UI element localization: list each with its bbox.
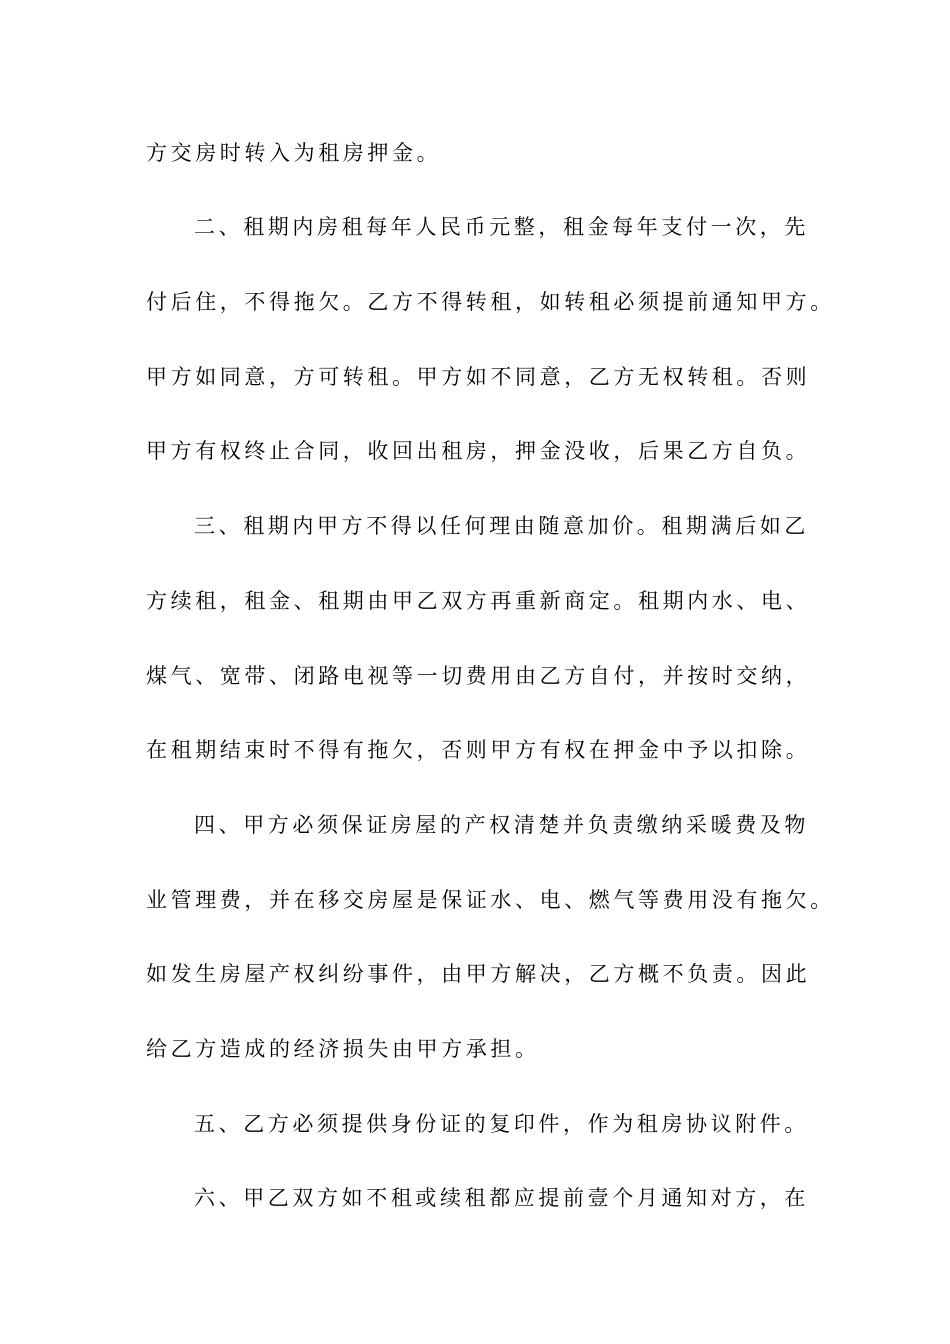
text-line: 方续租，租金、租期由甲乙双方再重新商定。租期内水、电、 [146,589,811,613]
text-line: 煤气、宽带、闭路电视等一切费用由乙方自付，并按时交纳， [146,664,811,688]
text-line: 甲方有权终止合同，收回出租房，押金没收，后果乙方自负。 [146,439,811,463]
paragraph-six-line: 六、甲乙双方如不租或续租都应提前壹个月通知对方，在 [194,1186,809,1210]
text-line: 业管理费，并在移交房屋是保证水、电、燃气等费用没有拖欠。 [146,888,835,912]
text-line: 甲方如同意，方可转租。甲方如不同意，乙方无权转租。否则 [146,365,811,389]
paragraph-five-line: 五、乙方必须提供身份证的复印件，作为租房协议附件。 [194,1112,809,1136]
paragraph-three-line: 三、租期内甲方不得以任何理由随意加价。租期满后如乙 [194,514,809,538]
text-line: 给乙方造成的经济损失由甲方承担。 [146,1037,540,1061]
text-line: 如发生房屋产权纠纷事件，由甲方解决，乙方概不负责。因此 [146,962,811,986]
text-line: 方交房时转入为租房押金。 [146,141,442,165]
paragraph-two-line: 二、租期内房租每年人民币元整，租金每年支付一次，先 [194,215,809,239]
paragraph-four-line: 四、甲方必须保证房屋的产权清楚并负责缴纳采暖费及物 [194,813,809,837]
text-line: 付后住，不得拖欠。乙方不得转租，如转租必须提前通知甲方。 [146,290,835,314]
text-line: 在租期结束时不得有拖欠，否则甲方有权在押金中予以扣除。 [146,738,811,762]
